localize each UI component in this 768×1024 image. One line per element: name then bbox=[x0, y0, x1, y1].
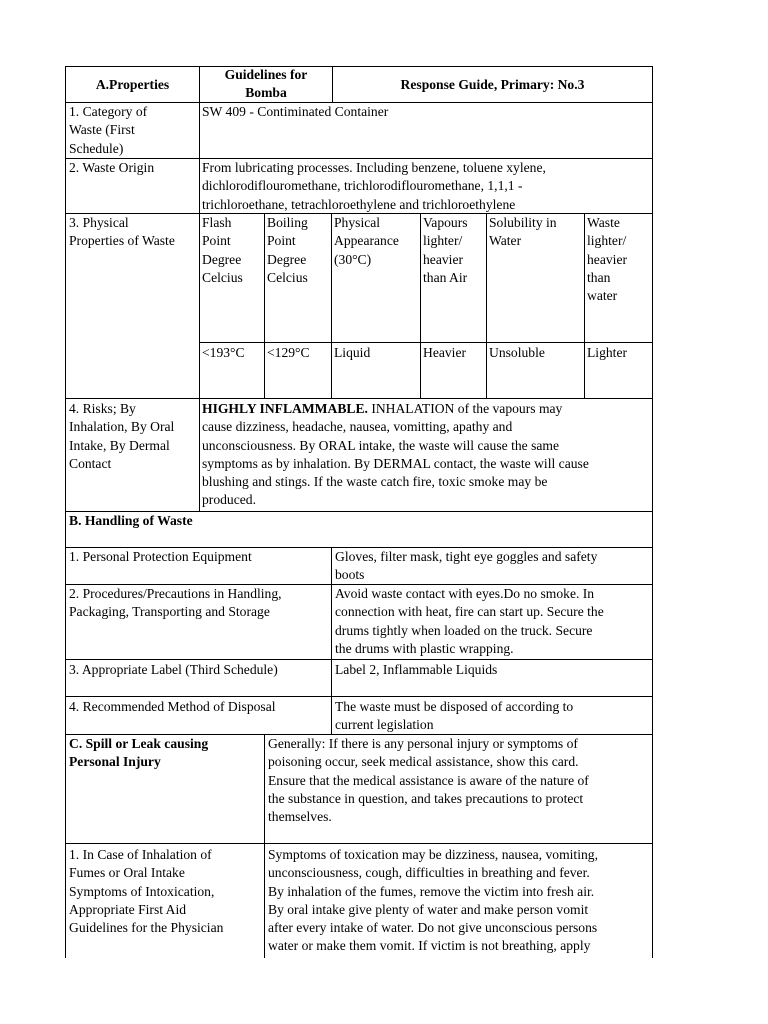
origin-line: trichloroethane, tetrachloroethylene and trichloroethylene bbox=[202, 196, 516, 212]
inhalation-value bbox=[268, 846, 651, 956]
header-line: lighter/ bbox=[423, 233, 463, 249]
waste-density-value: Lighter bbox=[587, 345, 628, 360]
boiling-point-header bbox=[267, 214, 331, 287]
rule bbox=[199, 66, 200, 511]
value-line: current legislation bbox=[335, 717, 434, 733]
waste-density-header bbox=[587, 214, 652, 305]
label-line: 1. In Case of Inhalation of bbox=[69, 847, 212, 862]
rule bbox=[65, 696, 653, 697]
inhalation-line: after every intake of water. Do not give unconscious persons bbox=[268, 920, 598, 936]
category-value: SW 409 - Contiminated Container bbox=[202, 104, 389, 119]
header-line: Waste bbox=[587, 215, 620, 230]
header-line: Appearance bbox=[334, 233, 399, 249]
header-line: Water bbox=[489, 233, 522, 249]
risks-line-rest: INHALATION of the vapours may bbox=[367, 401, 563, 416]
disposal-value bbox=[335, 698, 651, 735]
header-line: Degree bbox=[202, 251, 242, 267]
appearance-header bbox=[334, 214, 420, 269]
flash-point-header bbox=[202, 214, 264, 287]
risks-label bbox=[69, 400, 199, 473]
inhalation-label bbox=[69, 846, 264, 937]
physical-label bbox=[69, 214, 199, 251]
value-line: The waste must be disposed of according to bbox=[335, 699, 574, 714]
header-line: water bbox=[587, 288, 618, 304]
risks-line bbox=[202, 400, 652, 418]
rule bbox=[264, 213, 265, 398]
inhalation-line: Symptoms of toxication may be dizziness, nausea, vomiting, bbox=[268, 847, 598, 862]
risks-line: symptoms as by inhalation. By DERMAL contact, the waste will cause bbox=[202, 455, 589, 471]
rule bbox=[65, 66, 653, 67]
procedures-label bbox=[69, 585, 331, 622]
header-line: Flash bbox=[202, 215, 232, 230]
label-requirement-value: Label 2, Inflammable Liquids bbox=[335, 662, 498, 677]
rule bbox=[331, 547, 332, 734]
header-line: Vapours bbox=[423, 215, 468, 230]
appearance-value: Liquid bbox=[334, 345, 371, 360]
rule bbox=[584, 213, 585, 398]
general-line: Generally: If there is any personal injury or symptoms of bbox=[268, 736, 578, 751]
vapours-value: Heavier bbox=[423, 345, 467, 360]
rule bbox=[420, 213, 421, 398]
value-line: boots bbox=[335, 567, 365, 583]
header-properties: A.Properties bbox=[95, 77, 170, 92]
rule bbox=[652, 66, 653, 958]
flash-point-value: <193°C bbox=[202, 345, 245, 360]
value-line: connection with heat, fire can start up. Secure the bbox=[335, 604, 604, 620]
header-line: Celcius bbox=[267, 269, 308, 285]
section-c-general bbox=[268, 735, 651, 826]
header-guidelines-line: Bomba bbox=[245, 84, 287, 100]
label-line: Guidelines for the Physician bbox=[69, 920, 224, 936]
header-line: Point bbox=[267, 233, 296, 249]
label-line: Waste (First bbox=[69, 122, 135, 138]
label-line: Appropriate First Aid bbox=[69, 901, 187, 917]
header-line: Solubility in bbox=[489, 215, 557, 230]
title-line: Personal Injury bbox=[69, 754, 161, 770]
header-line: (30°C) bbox=[334, 251, 372, 267]
label-line: Properties of Waste bbox=[69, 233, 175, 249]
solubility-value: Unsoluble bbox=[489, 345, 545, 360]
general-line: Ensure that the medical assistance is aware of the nature of bbox=[268, 772, 589, 788]
header-line: heavier bbox=[587, 251, 627, 267]
header-line: Physical bbox=[334, 215, 381, 230]
disposal-label: 4. Recommended Method of Disposal bbox=[69, 699, 276, 714]
label-line: Symptoms of Intoxication, bbox=[69, 883, 215, 899]
origin-value bbox=[202, 159, 650, 214]
header-guidelines-line: Guidelines for bbox=[224, 67, 308, 82]
origin-label: 2. Waste Origin bbox=[69, 160, 155, 175]
header-line: lighter/ bbox=[587, 233, 627, 249]
rule bbox=[65, 659, 653, 660]
label-line: Schedule) bbox=[69, 140, 124, 156]
origin-line: From lubricating processes. Including benzene, toluene xylene, bbox=[202, 160, 546, 175]
header-line: than bbox=[587, 269, 611, 285]
header-response: Response Guide, Primary: No.3 bbox=[400, 77, 585, 92]
boiling-point-value: <129°C bbox=[267, 345, 310, 360]
origin-line: dichlorodiflouromethane, trichlorodiflouromethane, 1,1,1 - bbox=[202, 178, 523, 194]
risks-line: cause dizziness, headache, nausea, vomitting, apathy and bbox=[202, 419, 513, 435]
vapours-header bbox=[423, 214, 486, 287]
ppe-value bbox=[335, 548, 651, 585]
label-line: Contact bbox=[69, 455, 112, 471]
solubility-header bbox=[489, 214, 584, 251]
label-line: 3. Physical bbox=[69, 215, 129, 230]
inhalation-line: By oral intake give plenty of water and make person vomit bbox=[268, 901, 589, 917]
risks-line: produced. bbox=[202, 492, 256, 508]
label-requirement-label: 3. Appropriate Label (Third Schedule) bbox=[69, 662, 278, 677]
risks-value bbox=[202, 400, 652, 510]
inhalation-line: unconsciousness, cough, difficulties in breathing and fever. bbox=[268, 865, 590, 881]
value-line: Avoid waste contact with eyes.Do no smoke. In bbox=[335, 586, 595, 601]
label-line: Intake, By Dermal bbox=[69, 437, 170, 453]
inhalation-line: By inhalation of the fumes, remove the victim into fresh air. bbox=[268, 883, 595, 899]
rule bbox=[65, 398, 653, 399]
label-line: 1. Category of bbox=[69, 104, 148, 119]
risks-line: blushing and stings. If the waste catch fire, toxic smoke may be bbox=[202, 474, 548, 490]
header-guidelines bbox=[200, 66, 332, 101]
value-line: Gloves, filter mask, tight eye goggles and safety bbox=[335, 549, 598, 564]
section-c-title bbox=[69, 735, 264, 772]
header-line: Boiling bbox=[267, 215, 308, 230]
label-line: Packaging, Transporting and Storage bbox=[69, 604, 270, 620]
label-line: 4. Risks; By bbox=[69, 401, 136, 416]
general-line: themselves. bbox=[268, 809, 332, 825]
rule bbox=[65, 843, 653, 844]
general-line: the substance in question, and takes precautions to protect bbox=[268, 790, 584, 806]
header-line: Degree bbox=[267, 251, 307, 267]
label-line: 2. Procedures/Precautions in Handling, bbox=[69, 586, 282, 601]
ppe-label: 1. Personal Protection Equipment bbox=[69, 549, 252, 564]
value-line: drums tightly when loaded on the truck. Secure bbox=[335, 622, 593, 638]
general-line: poisoning occur, seek medical assistance, show this card. bbox=[268, 754, 579, 770]
header-line: heavier bbox=[423, 251, 463, 267]
label-line: Inhalation, By Oral bbox=[69, 419, 175, 435]
procedures-value bbox=[335, 585, 651, 658]
inhalation-line: water or make them vomit. If victim is not breathing, apply bbox=[268, 938, 591, 954]
value-line: the drums with plastic wrapping. bbox=[335, 640, 514, 656]
category-label bbox=[69, 103, 199, 158]
header-line: Point bbox=[202, 233, 231, 249]
label-line: Fumes or Oral Intake bbox=[69, 865, 185, 881]
rule bbox=[264, 734, 265, 958]
rule bbox=[486, 213, 487, 398]
header-line: than Air bbox=[423, 269, 468, 285]
title-line: C. Spill or Leak causing bbox=[69, 736, 209, 751]
section-b-title: B. Handling of Waste bbox=[69, 513, 193, 528]
risks-line: unconsciousness. By ORAL intake, the waste will cause the same bbox=[202, 437, 560, 453]
rule bbox=[331, 213, 332, 398]
rule bbox=[65, 66, 66, 958]
risks-warning: HIGHLY INFLAMMABLE. bbox=[202, 401, 368, 416]
header-line: Celcius bbox=[202, 269, 243, 285]
